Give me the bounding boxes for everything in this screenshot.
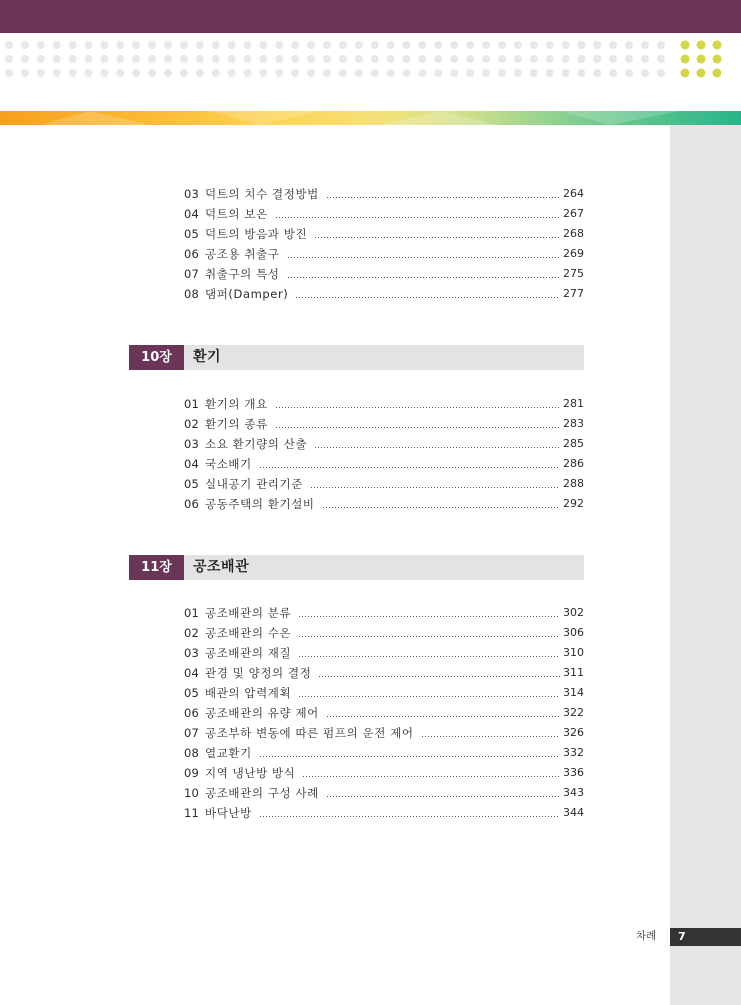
pattern-dot <box>609 69 617 77</box>
entry-title: 공조배관의 수온 <box>205 626 292 640</box>
pattern-dot <box>387 41 395 49</box>
pattern-dot <box>228 41 236 49</box>
pattern-dot <box>69 69 77 77</box>
entry-number: 05 <box>184 686 200 700</box>
entry-title: 공조배관의 구성 사례 <box>205 786 319 800</box>
entry-number: 07 <box>184 267 200 281</box>
toc-entry[interactable] <box>184 623 584 643</box>
entry-title: 열교환기 <box>205 746 252 760</box>
pattern-dot <box>164 55 172 63</box>
chapter-header-10 <box>129 345 584 370</box>
pattern-dot <box>641 55 649 63</box>
pattern-dot <box>403 69 411 77</box>
pattern-dot <box>37 69 45 77</box>
dot-leader <box>299 696 560 697</box>
pattern-dot <box>116 69 124 77</box>
pattern-dot <box>132 55 140 63</box>
toc-entry[interactable] <box>184 454 584 474</box>
entry-number: 02 <box>184 626 200 640</box>
dot-leader <box>299 636 560 637</box>
pattern-dot <box>593 55 601 63</box>
entry-page: 326 <box>563 726 584 739</box>
pattern-dot <box>37 41 45 49</box>
chapter-title: 환기 <box>193 349 222 365</box>
entry-page: 268 <box>563 227 584 240</box>
dot-leader <box>288 257 560 258</box>
entry-number: 03 <box>184 646 200 660</box>
dot-leader <box>327 796 560 797</box>
entry-number: 06 <box>184 706 200 720</box>
pattern-dot <box>339 55 347 63</box>
pattern-dot-accent <box>697 41 706 50</box>
pattern-dot <box>5 41 13 49</box>
entry-title: 환기의 종류 <box>205 417 268 431</box>
pattern-dot <box>562 69 570 77</box>
dot-leader <box>260 756 560 757</box>
pattern-dot <box>482 41 490 49</box>
entry-title: 공조배관의 유량 제어 <box>205 706 319 720</box>
pattern-dot <box>418 41 426 49</box>
pattern-dot <box>657 69 665 77</box>
dot-leader <box>311 487 560 488</box>
pattern-dot <box>482 69 490 77</box>
pattern-dot <box>657 41 665 49</box>
pattern-dot <box>53 69 61 77</box>
pattern-dot <box>498 69 506 77</box>
pattern-dot <box>418 55 426 63</box>
toc-entry[interactable] <box>184 244 584 264</box>
chapter-bar <box>184 345 584 370</box>
pattern-dot <box>355 69 363 77</box>
entry-title: 공조용 취출구 <box>205 247 280 261</box>
pattern-dot <box>307 55 315 63</box>
pattern-dot <box>593 41 601 49</box>
pattern-dot <box>53 41 61 49</box>
pattern-dot-accent <box>681 55 690 64</box>
entry-page: 283 <box>563 417 584 430</box>
pattern-dot <box>180 55 188 63</box>
stripe-sheen <box>0 111 741 125</box>
pattern-dot <box>355 41 363 49</box>
pattern-dot <box>387 69 395 77</box>
chapter-label: 10장 <box>129 345 184 370</box>
pattern-dot <box>291 69 299 77</box>
pattern-dot <box>307 69 315 77</box>
entry-page: 344 <box>563 806 584 819</box>
dot-leader <box>276 407 560 408</box>
entry-page: 269 <box>563 247 584 260</box>
pattern-dot <box>85 69 93 77</box>
entry-page: 332 <box>563 746 584 759</box>
toc-entry[interactable] <box>184 743 584 763</box>
pattern-dot <box>546 41 554 49</box>
entry-number: 08 <box>184 746 200 760</box>
pattern-dot-accent <box>713 41 722 50</box>
entry-title: 바닥난방 <box>205 806 252 820</box>
footer-page-number: 7 <box>678 930 686 943</box>
entry-page: 310 <box>563 646 584 659</box>
toc-entry[interactable] <box>184 394 584 414</box>
entry-title: 실내공기 관리기준 <box>205 477 303 491</box>
pattern-dot <box>244 69 252 77</box>
pattern-dot <box>514 41 522 49</box>
entry-number: 04 <box>184 457 200 471</box>
pattern-dot <box>482 55 490 63</box>
dot-leader <box>260 467 560 468</box>
dot-leader <box>276 217 560 218</box>
pattern-dot <box>577 55 585 63</box>
dot-leader <box>327 716 560 717</box>
dot-leader <box>422 736 560 737</box>
pattern-dot <box>546 69 554 77</box>
pattern-dot <box>530 55 538 63</box>
entry-number: 03 <box>184 187 200 201</box>
pattern-dot <box>148 41 156 49</box>
pattern-dot-accent <box>681 69 690 78</box>
toc-entry[interactable] <box>184 184 584 204</box>
pattern-dot <box>371 41 379 49</box>
entry-number: 01 <box>184 606 200 620</box>
dot-leader <box>327 197 560 198</box>
entry-page: 322 <box>563 706 584 719</box>
dot-leader <box>303 776 560 777</box>
toc-entry[interactable] <box>184 723 584 743</box>
pattern-dot <box>657 55 665 63</box>
pattern-dot <box>577 41 585 49</box>
toc-entry[interactable] <box>184 763 584 783</box>
toc-entry[interactable] <box>184 264 584 284</box>
pattern-dot <box>21 69 29 77</box>
toc-entry[interactable] <box>184 803 584 823</box>
chapter-header-11 <box>129 555 584 580</box>
entry-title: 공조배관의 분류 <box>205 606 292 620</box>
entry-title: 덕트의 치수 결정방법 <box>205 187 319 201</box>
footer-label: 차례 <box>636 930 657 942</box>
entry-page: 286 <box>563 457 584 470</box>
toc-entry[interactable] <box>184 683 584 703</box>
toc-entry[interactable] <box>184 703 584 723</box>
toc-entry[interactable] <box>184 643 584 663</box>
entry-page: 343 <box>563 786 584 799</box>
dot-leader <box>323 507 560 508</box>
entry-number: 06 <box>184 247 200 261</box>
entry-number: 06 <box>184 497 200 511</box>
entry-page: 275 <box>563 267 584 280</box>
pattern-dot <box>100 55 108 63</box>
pattern-dot-accent <box>697 69 706 78</box>
header-bar <box>0 0 741 33</box>
pattern-dot <box>212 41 220 49</box>
pattern-dot <box>403 41 411 49</box>
entry-title: 덕트의 방음과 방진 <box>205 227 308 241</box>
entry-title: 공조배관의 재질 <box>205 646 292 660</box>
entry-page: 292 <box>563 497 584 510</box>
pattern-dot <box>323 41 331 49</box>
pattern-dot <box>259 69 267 77</box>
pattern-dot <box>593 69 601 77</box>
pattern-dot-accent <box>713 69 722 78</box>
entry-number: 05 <box>184 477 200 491</box>
entry-title: 취출구의 특성 <box>205 267 280 281</box>
pattern-dot <box>21 41 29 49</box>
pattern-dot <box>5 55 13 63</box>
entry-page: 281 <box>563 397 584 410</box>
toc-entry[interactable] <box>184 783 584 803</box>
pattern-dot <box>244 55 252 63</box>
pattern-dot <box>339 41 347 49</box>
pattern-dot <box>371 69 379 77</box>
dot-leader <box>315 447 560 448</box>
pattern-dot <box>323 55 331 63</box>
pattern-dot <box>418 69 426 77</box>
entry-title: 소요 환기량의 산출 <box>205 437 308 451</box>
entry-number: 08 <box>184 287 200 301</box>
pattern-dot <box>244 41 252 49</box>
entry-page: 267 <box>563 207 584 220</box>
entry-number: 05 <box>184 227 200 241</box>
entry-title: 배관의 압력계획 <box>205 686 292 700</box>
pattern-dot <box>498 41 506 49</box>
pattern-dot <box>196 41 204 49</box>
entry-page: 264 <box>563 187 584 200</box>
pattern-dot <box>291 55 299 63</box>
pattern-dot <box>85 55 93 63</box>
toc-entry[interactable] <box>184 663 584 683</box>
pattern-dot <box>212 69 220 77</box>
pattern-dot <box>355 55 363 63</box>
dot-leader <box>315 237 560 238</box>
pattern-dot <box>466 41 474 49</box>
pattern-dot <box>37 55 45 63</box>
pattern-dot <box>100 41 108 49</box>
entry-title: 환기의 개요 <box>205 397 268 411</box>
pattern-dot <box>323 69 331 77</box>
pattern-dot <box>196 69 204 77</box>
pattern-dot <box>450 69 458 77</box>
toc-entry[interactable] <box>184 474 584 494</box>
pattern-dot <box>100 69 108 77</box>
entry-title: 관경 및 양정의 결정 <box>205 666 312 680</box>
chapter-title: 공조배관 <box>193 559 250 575</box>
entry-number: 03 <box>184 437 200 451</box>
pattern-dot <box>275 55 283 63</box>
pattern-dot <box>450 55 458 63</box>
pattern-dot <box>69 55 77 63</box>
dot-leader <box>299 616 560 617</box>
pattern-dot <box>275 41 283 49</box>
entry-page: 302 <box>563 606 584 619</box>
entry-title: 공조부하 변동에 따른 펌프의 운전 제어 <box>205 726 414 740</box>
pattern-dot <box>69 41 77 49</box>
pattern-dot <box>577 69 585 77</box>
dot-leader <box>296 297 560 298</box>
pattern-dot <box>466 69 474 77</box>
entry-number: 01 <box>184 397 200 411</box>
pattern-dot <box>546 55 554 63</box>
toc-entry[interactable] <box>184 434 584 454</box>
pattern-dot <box>641 41 649 49</box>
pattern-dot <box>641 69 649 77</box>
pattern-dot <box>228 55 236 63</box>
entry-page: 277 <box>563 287 584 300</box>
pattern-dot <box>609 41 617 49</box>
pattern-dot <box>609 55 617 63</box>
toc-entry[interactable] <box>184 284 584 304</box>
entry-page: 336 <box>563 766 584 779</box>
dot-pattern <box>0 33 741 103</box>
dot-leader <box>260 816 560 817</box>
entry-number: 11 <box>184 806 200 820</box>
entry-number: 04 <box>184 207 200 221</box>
entry-number: 10 <box>184 786 200 800</box>
pattern-dot <box>466 55 474 63</box>
pattern-dot <box>116 55 124 63</box>
pattern-dot <box>164 41 172 49</box>
pattern-dot <box>291 41 299 49</box>
entry-page: 306 <box>563 626 584 639</box>
pattern-dot <box>625 55 633 63</box>
pattern-dot <box>403 55 411 63</box>
pattern-dot <box>132 41 140 49</box>
entry-title: 댐퍼(Damper) <box>205 287 289 301</box>
entry-number: 09 <box>184 766 200 780</box>
pattern-dot <box>116 41 124 49</box>
entry-page: 288 <box>563 477 584 490</box>
pattern-dot <box>562 55 570 63</box>
dot-leader <box>288 277 560 278</box>
toc-entry[interactable] <box>184 224 584 244</box>
toc-entry[interactable] <box>184 603 584 623</box>
pattern-dot <box>498 55 506 63</box>
pattern-dot-accent <box>681 41 690 50</box>
pattern-dot <box>259 55 267 63</box>
entry-page: 314 <box>563 686 584 699</box>
pattern-dot <box>132 69 140 77</box>
pattern-dot <box>259 41 267 49</box>
pattern-dot <box>307 41 315 49</box>
chapter-label: 11장 <box>129 555 184 580</box>
pattern-dot <box>228 69 236 77</box>
pattern-dot <box>53 55 61 63</box>
pattern-dot <box>514 55 522 63</box>
pattern-dot <box>180 69 188 77</box>
entry-title: 지역 냉난방 방식 <box>205 766 296 780</box>
pattern-dot <box>21 55 29 63</box>
pattern-dot <box>275 69 283 77</box>
pattern-dot <box>196 55 204 63</box>
entry-page: 285 <box>563 437 584 450</box>
pattern-dot <box>450 41 458 49</box>
pattern-dot <box>180 41 188 49</box>
pattern-dot <box>434 55 442 63</box>
pattern-dot <box>434 69 442 77</box>
entry-number: 07 <box>184 726 200 740</box>
pattern-dot <box>530 69 538 77</box>
dot-leader <box>276 427 560 428</box>
pattern-dot <box>5 69 13 77</box>
pattern-dot <box>434 41 442 49</box>
entry-title: 덕트의 보온 <box>205 207 268 221</box>
dot-leader <box>299 656 560 657</box>
pattern-dot <box>85 41 93 49</box>
toc-entry[interactable] <box>184 204 584 224</box>
pattern-dot-accent <box>697 55 706 64</box>
side-panel <box>670 125 741 1005</box>
entry-title: 국소배기 <box>205 457 252 471</box>
pattern-dot <box>148 69 156 77</box>
toc-entry[interactable] <box>184 414 584 434</box>
pattern-dot <box>212 55 220 63</box>
entry-page: 311 <box>563 666 584 679</box>
pattern-dot <box>371 55 379 63</box>
entry-title: 공동주택의 환기설비 <box>205 497 315 511</box>
pattern-dot <box>625 41 633 49</box>
pattern-dot <box>148 55 156 63</box>
entry-number: 04 <box>184 666 200 680</box>
pattern-dot-accent <box>713 55 722 64</box>
pattern-dot <box>625 69 633 77</box>
dot-leader <box>319 676 560 677</box>
pattern-dot <box>387 55 395 63</box>
pattern-dot <box>164 69 172 77</box>
toc-entry[interactable] <box>184 494 584 514</box>
pattern-dot <box>562 41 570 49</box>
pattern-dot <box>530 41 538 49</box>
pattern-dot <box>339 69 347 77</box>
pattern-dot <box>514 69 522 77</box>
entry-number: 02 <box>184 417 200 431</box>
